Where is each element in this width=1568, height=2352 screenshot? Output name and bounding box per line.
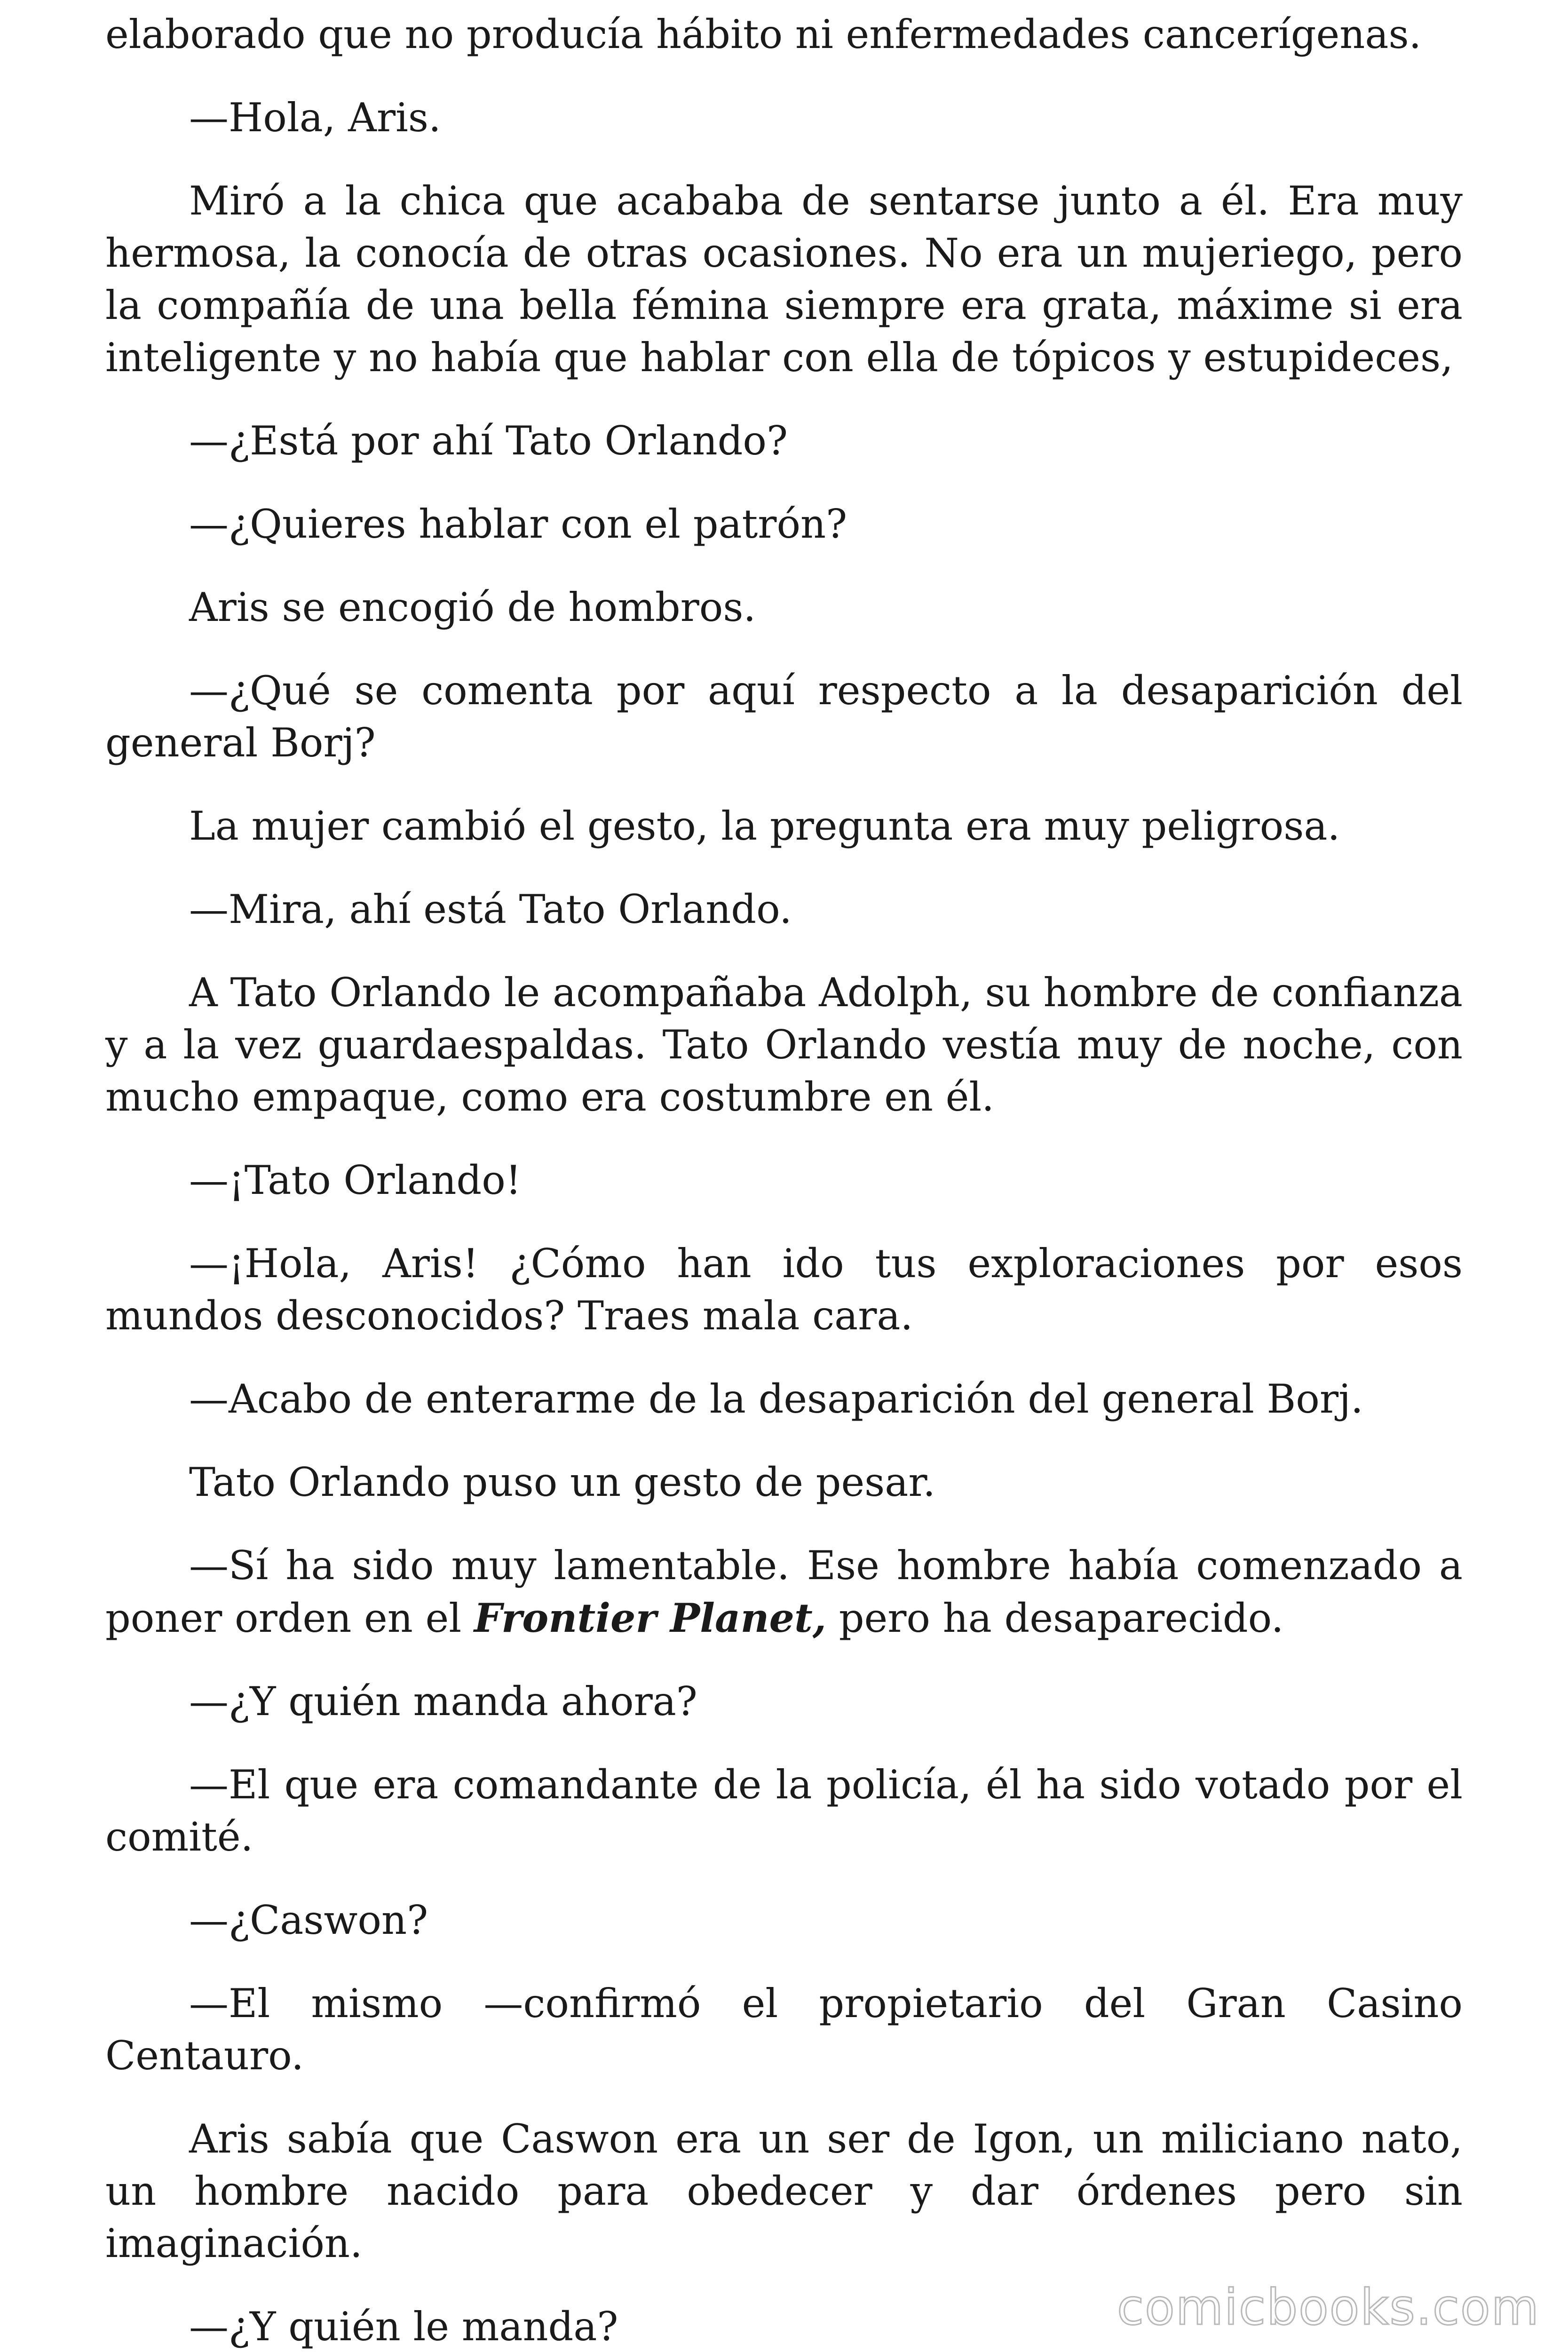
paragraph: —¿Está por ahí Tato Orlando? <box>189 418 788 464</box>
paragraph: Aris se encogió de hombros. <box>189 584 756 630</box>
paragraph <box>105 1540 1463 1645</box>
paragraph: Miró a la chica que acababa de sentarse junto a él. Era muy hermosa, la conocía de otras ocasiones. No era un mujeriego, pero la compañía de una bella fémina siempre era grata, máxime si era inteligente y no había que hablar con ella de tópicos y estupideces, <box>105 178 1463 381</box>
paragraph: Aris sabía que Caswon era un ser de Igon, un miliciano nato, un hombre nacido para obedecer y dar órdenes pero sin imaginación. <box>105 2116 1463 2266</box>
paragraph: —Mira, ahí está Tato Orlando. <box>189 886 792 932</box>
paragraph: —¿Y quién le manda? <box>189 2304 618 2350</box>
paragraph: A Tato Orlando le acompañaba Adolph, su hombre de confianza y a la vez guardaespaldas. Tato Orlando vestía muy de noche, con mucho empaque, como era costumbre en él. <box>105 969 1463 1120</box>
paragraph: —¿Qué se comenta por aquí respecto a la desaparición del general Borj? <box>105 667 1463 766</box>
paragraph: —El que era comandante de la policía, él ha sido votado por el comité. <box>105 1762 1463 1860</box>
paragraph-text: —Sí ha sido muy lamentable. Ese hombre había comenzado a poner orden en el <box>105 1542 1463 1641</box>
paragraph: —¿Quieres hablar con el patrón? <box>189 501 847 547</box>
paragraph-text: pero ha desaparecido. <box>826 1595 1284 1641</box>
paragraph: —Hola, Aris. <box>189 95 441 141</box>
paragraph: —Acabo de enterarme de la desaparición del general Borj. <box>189 1376 1363 1422</box>
paragraph: —¡Hola, Aris! ¿Cómo han ido tus exploraciones por esos mundos desconocidos? Traes mala cara. <box>105 1240 1463 1339</box>
paragraph: —¿Y quién manda ahora? <box>189 1678 697 1724</box>
paragraph: —El mismo —confirmó el propietario del Gran Casino Centauro. <box>105 1980 1463 2079</box>
paragraph: —¡Tato Orlando! <box>189 1157 522 1203</box>
ship-name-emphasis: Frontier Planet, <box>474 1595 827 1641</box>
paragraph: Tato Orlando puso un gesto de pesar. <box>189 1459 935 1505</box>
watermark: comicbooks.com <box>1117 2279 1540 2336</box>
paragraph: elaborado que no producía hábito ni enfermedades cancerígenas. <box>105 11 1422 57</box>
paragraph: —¿Caswon? <box>189 1897 428 1943</box>
paragraph: La mujer cambió el gesto, la pregunta era muy peligrosa. <box>189 803 1340 849</box>
book-page-text <box>105 8 1463 2352</box>
